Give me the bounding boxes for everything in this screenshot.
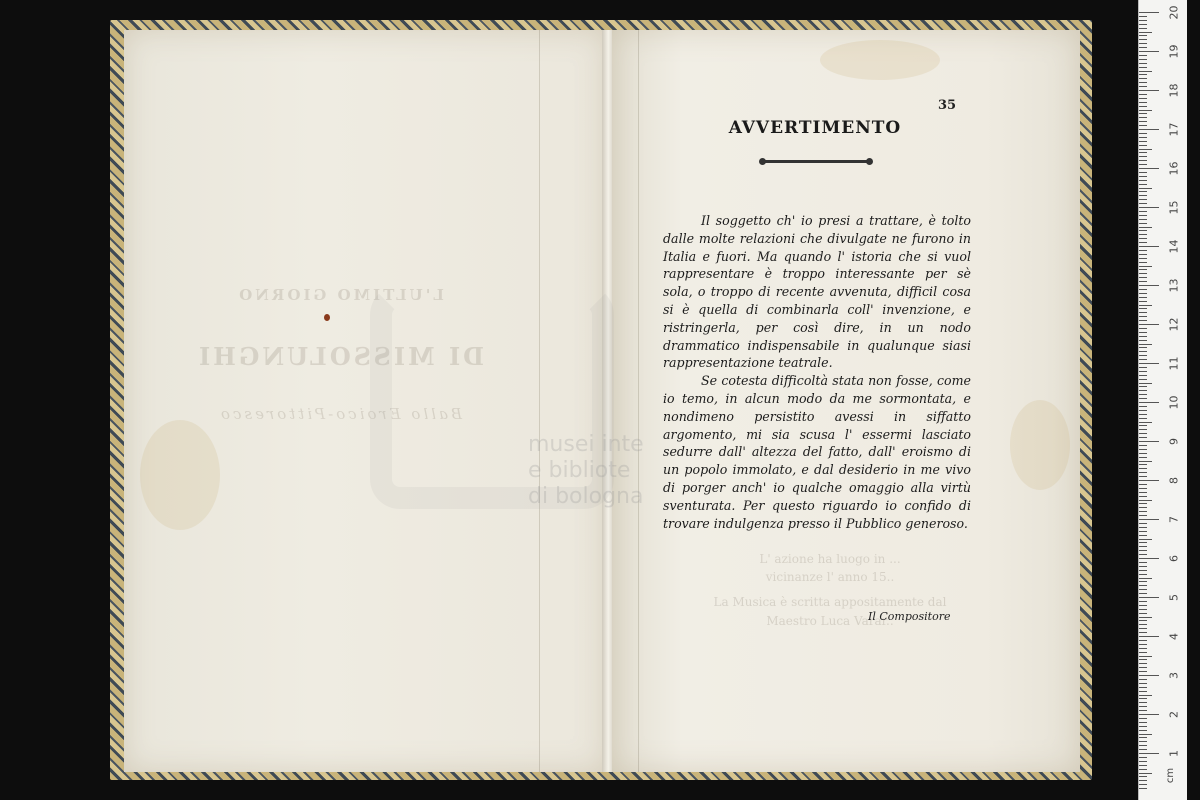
ruler-tick: [1139, 137, 1147, 138]
ruler-tick: [1139, 344, 1152, 345]
ruler-tick: [1139, 659, 1147, 660]
ruler-tick: [1139, 757, 1147, 758]
ruler-tick: [1139, 59, 1147, 60]
ruler-tick: [1139, 433, 1147, 434]
ruler-tick: [1139, 242, 1147, 243]
ornamental-rule: [762, 160, 870, 163]
ruler-tick: [1139, 129, 1159, 130]
ruler-tick: [1139, 371, 1147, 372]
ruler-tick: [1139, 312, 1147, 313]
ruler-tick: [1139, 581, 1147, 582]
ruler-label: 12: [1167, 317, 1181, 332]
ruler-tick: [1139, 74, 1147, 75]
ruler-tick: [1139, 340, 1147, 341]
ruler-tick: [1139, 347, 1147, 348]
ruler-tick: [1139, 741, 1147, 742]
ruler-label: 18: [1167, 83, 1181, 98]
ruler-tick: [1139, 550, 1147, 551]
ruler-tick: [1139, 12, 1159, 13]
ruler-tick: [1139, 593, 1147, 594]
showthrough-right-3: La Musica è scritta appositamente dal: [713, 595, 947, 609]
ruler-tick: [1139, 324, 1159, 325]
ruler-label: 14: [1167, 239, 1181, 254]
ruler-tick: [1139, 632, 1147, 633]
ruler-label: 16: [1167, 161, 1181, 176]
ruler-tick: [1139, 160, 1147, 161]
ruler-tick: [1139, 441, 1159, 442]
ruler-tick: [1139, 71, 1152, 72]
ruler-tick: [1139, 117, 1147, 118]
ruler-tick: [1139, 238, 1147, 239]
ruler-tick: [1139, 383, 1152, 384]
ruler-tick: [1139, 492, 1147, 493]
ruler-label: 3: [1167, 672, 1181, 679]
ruler-tick: [1139, 687, 1147, 688]
showthrough-right-2: vicinanze l' anno 15..: [765, 570, 895, 584]
ruler-tick: [1139, 613, 1147, 614]
ruler-tick: [1139, 51, 1159, 52]
ruler-tick: [1139, 406, 1147, 407]
ruler-tick: [1139, 730, 1147, 731]
ruler-label: 6: [1167, 555, 1181, 562]
ruler-tick: [1139, 250, 1147, 251]
ruler-tick: [1139, 301, 1147, 302]
ruler-tick: [1139, 316, 1147, 317]
ruler-label: 20: [1167, 5, 1181, 20]
ruler-tick: [1139, 90, 1159, 91]
ruler-tick: [1139, 223, 1147, 224]
ruler-tick: [1139, 671, 1147, 672]
ruler-tick: [1139, 737, 1147, 738]
paragraph-2: Se cotesta difficoltà stata non fosse, come io temo, in alcun modo da me sormontata, e nondimeno persistito avessi in siffatto argomento, mi sia scusa l' essermi lasciato sedurre dall' altezza del fatto, dall' eroismo di un popolo immolato, e dal desiderio in me vivo di porger anch' io qualche omaggio alla virtù sventurata. Per questo riguardo io confido di trovare indulgenza presso il Pubblico generoso.: [663, 373, 971, 531]
ruler-tick: [1139, 234, 1147, 235]
ruler-tick: [1139, 86, 1147, 87]
ruler-tick: [1139, 281, 1147, 282]
ruler-tick: [1139, 308, 1147, 309]
ruler-tick: [1139, 679, 1147, 680]
ruler-tick: [1139, 180, 1147, 181]
ruler-tick: [1139, 468, 1147, 469]
ruler-label: 10: [1167, 395, 1181, 410]
ruler-tick: [1139, 605, 1147, 606]
ruler-tick: [1139, 457, 1147, 458]
ruler-tick: [1139, 515, 1147, 516]
ruler-tick: [1139, 269, 1147, 270]
ruler-tick: [1139, 133, 1147, 134]
signature: Il Compositore: [868, 610, 951, 623]
ruler-tick: [1139, 663, 1147, 664]
ruler-label: 5: [1167, 594, 1181, 601]
measurement-ruler: [1138, 0, 1187, 800]
ruler-tick: [1139, 328, 1147, 329]
ruler-tick: [1139, 449, 1147, 450]
ruler-tick: [1139, 43, 1147, 44]
ruler-tick: [1139, 82, 1147, 83]
ruler-tick: [1139, 141, 1147, 142]
ruler-tick: [1139, 656, 1152, 657]
ruler-tick: [1139, 246, 1159, 247]
ruler-tick: [1139, 293, 1147, 294]
ruler-tick: [1139, 145, 1147, 146]
ruler-tick: [1139, 761, 1147, 762]
page-number: 35: [938, 98, 957, 113]
ruler-tick: [1139, 402, 1159, 403]
ruler-tick: [1139, 617, 1152, 618]
ruler-tick: [1139, 28, 1147, 29]
body-text: [663, 212, 971, 532]
ruler-tick: [1139, 156, 1147, 157]
ruler-tick: [1139, 355, 1147, 356]
ruler-tick: [1139, 55, 1147, 56]
ruler-tick: [1139, 47, 1147, 48]
ruler-label: 11: [1167, 356, 1181, 371]
ruler-tick: [1139, 503, 1147, 504]
ruler-label: 13: [1167, 278, 1181, 293]
ruler-tick: [1139, 230, 1147, 231]
ruler-tick: [1139, 149, 1152, 150]
ruler-tick: [1139, 480, 1159, 481]
ruler-tick: [1139, 734, 1152, 735]
ruler-tick: [1139, 414, 1147, 415]
ruler-tick: [1139, 667, 1147, 668]
ruler-tick: [1139, 437, 1147, 438]
ruler-tick: [1139, 535, 1147, 536]
ruler-tick: [1139, 191, 1147, 192]
ruler-tick: [1139, 351, 1147, 352]
ruler-tick: [1139, 16, 1147, 17]
ruler-label: 2: [1167, 711, 1181, 718]
ruler-tick: [1139, 363, 1159, 364]
ruler-tick: [1139, 726, 1147, 727]
ruler-tick: [1139, 94, 1147, 95]
ruler-tick: [1139, 24, 1147, 25]
ruler-tick: [1139, 425, 1147, 426]
showthrough-subtitle: DI MISSOLUNGHI: [195, 342, 485, 371]
ruler-tick: [1139, 176, 1147, 177]
ruler-tick: [1139, 78, 1147, 79]
ruler-tick: [1139, 652, 1147, 653]
ruler-tick: [1139, 698, 1147, 699]
ruler-tick: [1139, 453, 1147, 454]
ruler-tick: [1139, 35, 1147, 36]
ruler-tick: [1139, 289, 1147, 290]
ruler-tick: [1139, 211, 1147, 212]
ink-spot: [324, 314, 330, 321]
ruler-tick: [1139, 418, 1147, 419]
ruler-tick: [1139, 636, 1159, 637]
ruler-tick: [1139, 620, 1147, 621]
ruler-tick: [1139, 585, 1147, 586]
ruler-tick: [1139, 722, 1147, 723]
ruler-tick: [1139, 359, 1147, 360]
ruler-tick: [1139, 113, 1147, 114]
ruler-label: 8: [1167, 477, 1181, 484]
ruler-unit: cm: [1165, 767, 1177, 784]
page-heading: AVVERTIMENTO: [728, 118, 902, 138]
ruler-tick: [1139, 745, 1147, 746]
ruler-tick: [1139, 390, 1147, 391]
ruler-tick: [1139, 461, 1152, 462]
ruler-tick: [1139, 780, 1147, 781]
ruler-tick: [1139, 566, 1147, 567]
ruler-tick: [1139, 691, 1147, 692]
ruler-tick: [1139, 172, 1147, 173]
ruler-tick: [1139, 227, 1152, 228]
ruler-tick: [1139, 39, 1147, 40]
ruler-tick: [1139, 574, 1147, 575]
paragraph-1: Il soggetto ch' io presi a trattare, è tolto dalle molte relazioni che divulgate ne furono in Italia e fuori. Ma quando l' istoria che si vuol rappresentare è troppo interessante per sè sola, o troppo di recente avvenuta, difficil cosa si è quella di combinarla coll' invenzione, e ristringerla, per così dire, in un nodo drammatico indispensabile in qualunque siasi rappresentazione teatrale.: [663, 213, 971, 371]
ruler-tick: [1139, 609, 1147, 610]
ruler-tick: [1139, 207, 1159, 208]
ruler-label: 17: [1167, 122, 1181, 137]
ruler-tick: [1139, 320, 1147, 321]
ruler-tick: [1139, 753, 1159, 754]
ruler-tick: [1139, 254, 1147, 255]
showthrough-caption: Ballo Eroico-Pittoresco: [218, 405, 462, 423]
showthrough-right-4: Maestro Luca Varar..: [766, 614, 894, 628]
ruler-tick: [1139, 20, 1147, 21]
ruler-tick: [1139, 422, 1152, 423]
ruler-tick: [1139, 523, 1147, 524]
ruler-tick: [1139, 597, 1159, 598]
ruler-tick: [1139, 394, 1147, 395]
ruler-tick: [1139, 695, 1152, 696]
ruler-tick: [1139, 484, 1147, 485]
ruler-label: 4: [1167, 633, 1181, 640]
ruler-tick: [1139, 67, 1147, 68]
ruler-tick: [1139, 184, 1147, 185]
ruler-label: 1: [1167, 750, 1181, 757]
ruler-tick: [1139, 445, 1147, 446]
ruler-tick: [1139, 195, 1147, 196]
ruler-tick: [1139, 106, 1147, 107]
ruler-tick: [1139, 644, 1147, 645]
ruler-tick: [1139, 527, 1147, 528]
ruler-tick: [1139, 507, 1147, 508]
ruler-tick: [1139, 367, 1147, 368]
ruler-tick: [1139, 570, 1147, 571]
showthrough-right-1: L' azione ha luogo in ...: [759, 552, 901, 566]
ruler-tick: [1139, 336, 1147, 337]
ruler-tick: [1139, 714, 1159, 715]
showthrough-title: L'ULTIMO GIORNO: [236, 286, 444, 304]
ruler-tick: [1139, 488, 1147, 489]
ruler-tick: [1139, 511, 1147, 512]
ruler-tick: [1139, 773, 1152, 774]
ruler-label: 7: [1167, 516, 1181, 523]
ruler-tick: [1139, 98, 1147, 99]
ruler-tick: [1139, 769, 1147, 770]
ruler-tick: [1139, 375, 1147, 376]
ruler-tick: [1139, 562, 1147, 563]
ruler-tick: [1139, 63, 1147, 64]
ruler-tick: [1139, 542, 1147, 543]
ruler-tick: [1139, 168, 1159, 169]
ruler-label: 9: [1167, 438, 1181, 445]
ruler-tick: [1139, 624, 1147, 625]
ruler-tick: [1139, 215, 1147, 216]
ruler-tick: [1139, 749, 1147, 750]
ruler-tick: [1139, 386, 1147, 387]
ruler-tick: [1139, 718, 1147, 719]
ruler-tick: [1139, 285, 1159, 286]
ruler-tick: [1139, 472, 1147, 473]
ruler-tick: [1139, 702, 1147, 703]
ruler-tick: [1139, 32, 1152, 33]
ruler-tick: [1139, 266, 1152, 267]
ruler-tick: [1139, 706, 1147, 707]
ruler-tick: [1139, 258, 1147, 259]
ruler-tick: [1139, 297, 1147, 298]
ruler-tick: [1139, 379, 1147, 380]
ruler-tick: [1139, 219, 1147, 220]
ruler-tick: [1139, 398, 1147, 399]
ruler-tick: [1139, 683, 1147, 684]
ruler-tick: [1139, 784, 1147, 785]
ruler-tick: [1139, 546, 1147, 547]
ruler-tick: [1139, 648, 1147, 649]
ruler-tick: [1139, 110, 1152, 111]
ruler-tick: [1139, 476, 1147, 477]
ruler-tick: [1139, 675, 1159, 676]
ruler-tick: [1139, 496, 1147, 497]
ruler-tick: [1139, 305, 1152, 306]
ruler-tick: [1139, 262, 1147, 263]
ruler-tick: [1139, 464, 1147, 465]
ruler-label: 19: [1167, 44, 1181, 59]
ruler-tick: [1139, 125, 1147, 126]
ruler-tick: [1139, 199, 1147, 200]
ruler-tick: [1139, 519, 1159, 520]
ruler-tick: [1139, 601, 1147, 602]
ruler-tick: [1139, 589, 1147, 590]
ruler-tick: [1139, 164, 1147, 165]
ruler-tick: [1139, 710, 1147, 711]
ruler-tick: [1139, 121, 1147, 122]
ruler-tick: [1139, 332, 1147, 333]
ruler-tick: [1139, 273, 1147, 274]
ruler-tick: [1139, 539, 1152, 540]
ruler-tick: [1139, 628, 1147, 629]
ruler-tick: [1139, 277, 1147, 278]
ruler-label: 15: [1167, 200, 1181, 215]
ruler-tick: [1139, 776, 1147, 777]
ruler-tick: [1139, 203, 1147, 204]
ruler-tick: [1139, 558, 1159, 559]
ruler-tick: [1139, 765, 1147, 766]
watermark-text: musei inte e bibliote di bologna: [528, 432, 644, 509]
ruler-tick: [1139, 152, 1147, 153]
ruler-tick: [1139, 188, 1152, 189]
ruler-tick: [1139, 788, 1147, 789]
ruler-tick: [1139, 531, 1147, 532]
ruler-tick: [1139, 640, 1147, 641]
ruler-tick: [1139, 429, 1147, 430]
ruler-tick: [1139, 554, 1147, 555]
ruler-tick: [1139, 102, 1147, 103]
ruler-tick: [1139, 500, 1152, 501]
ruler-tick: [1139, 410, 1147, 411]
ruler-tick: [1139, 578, 1152, 579]
